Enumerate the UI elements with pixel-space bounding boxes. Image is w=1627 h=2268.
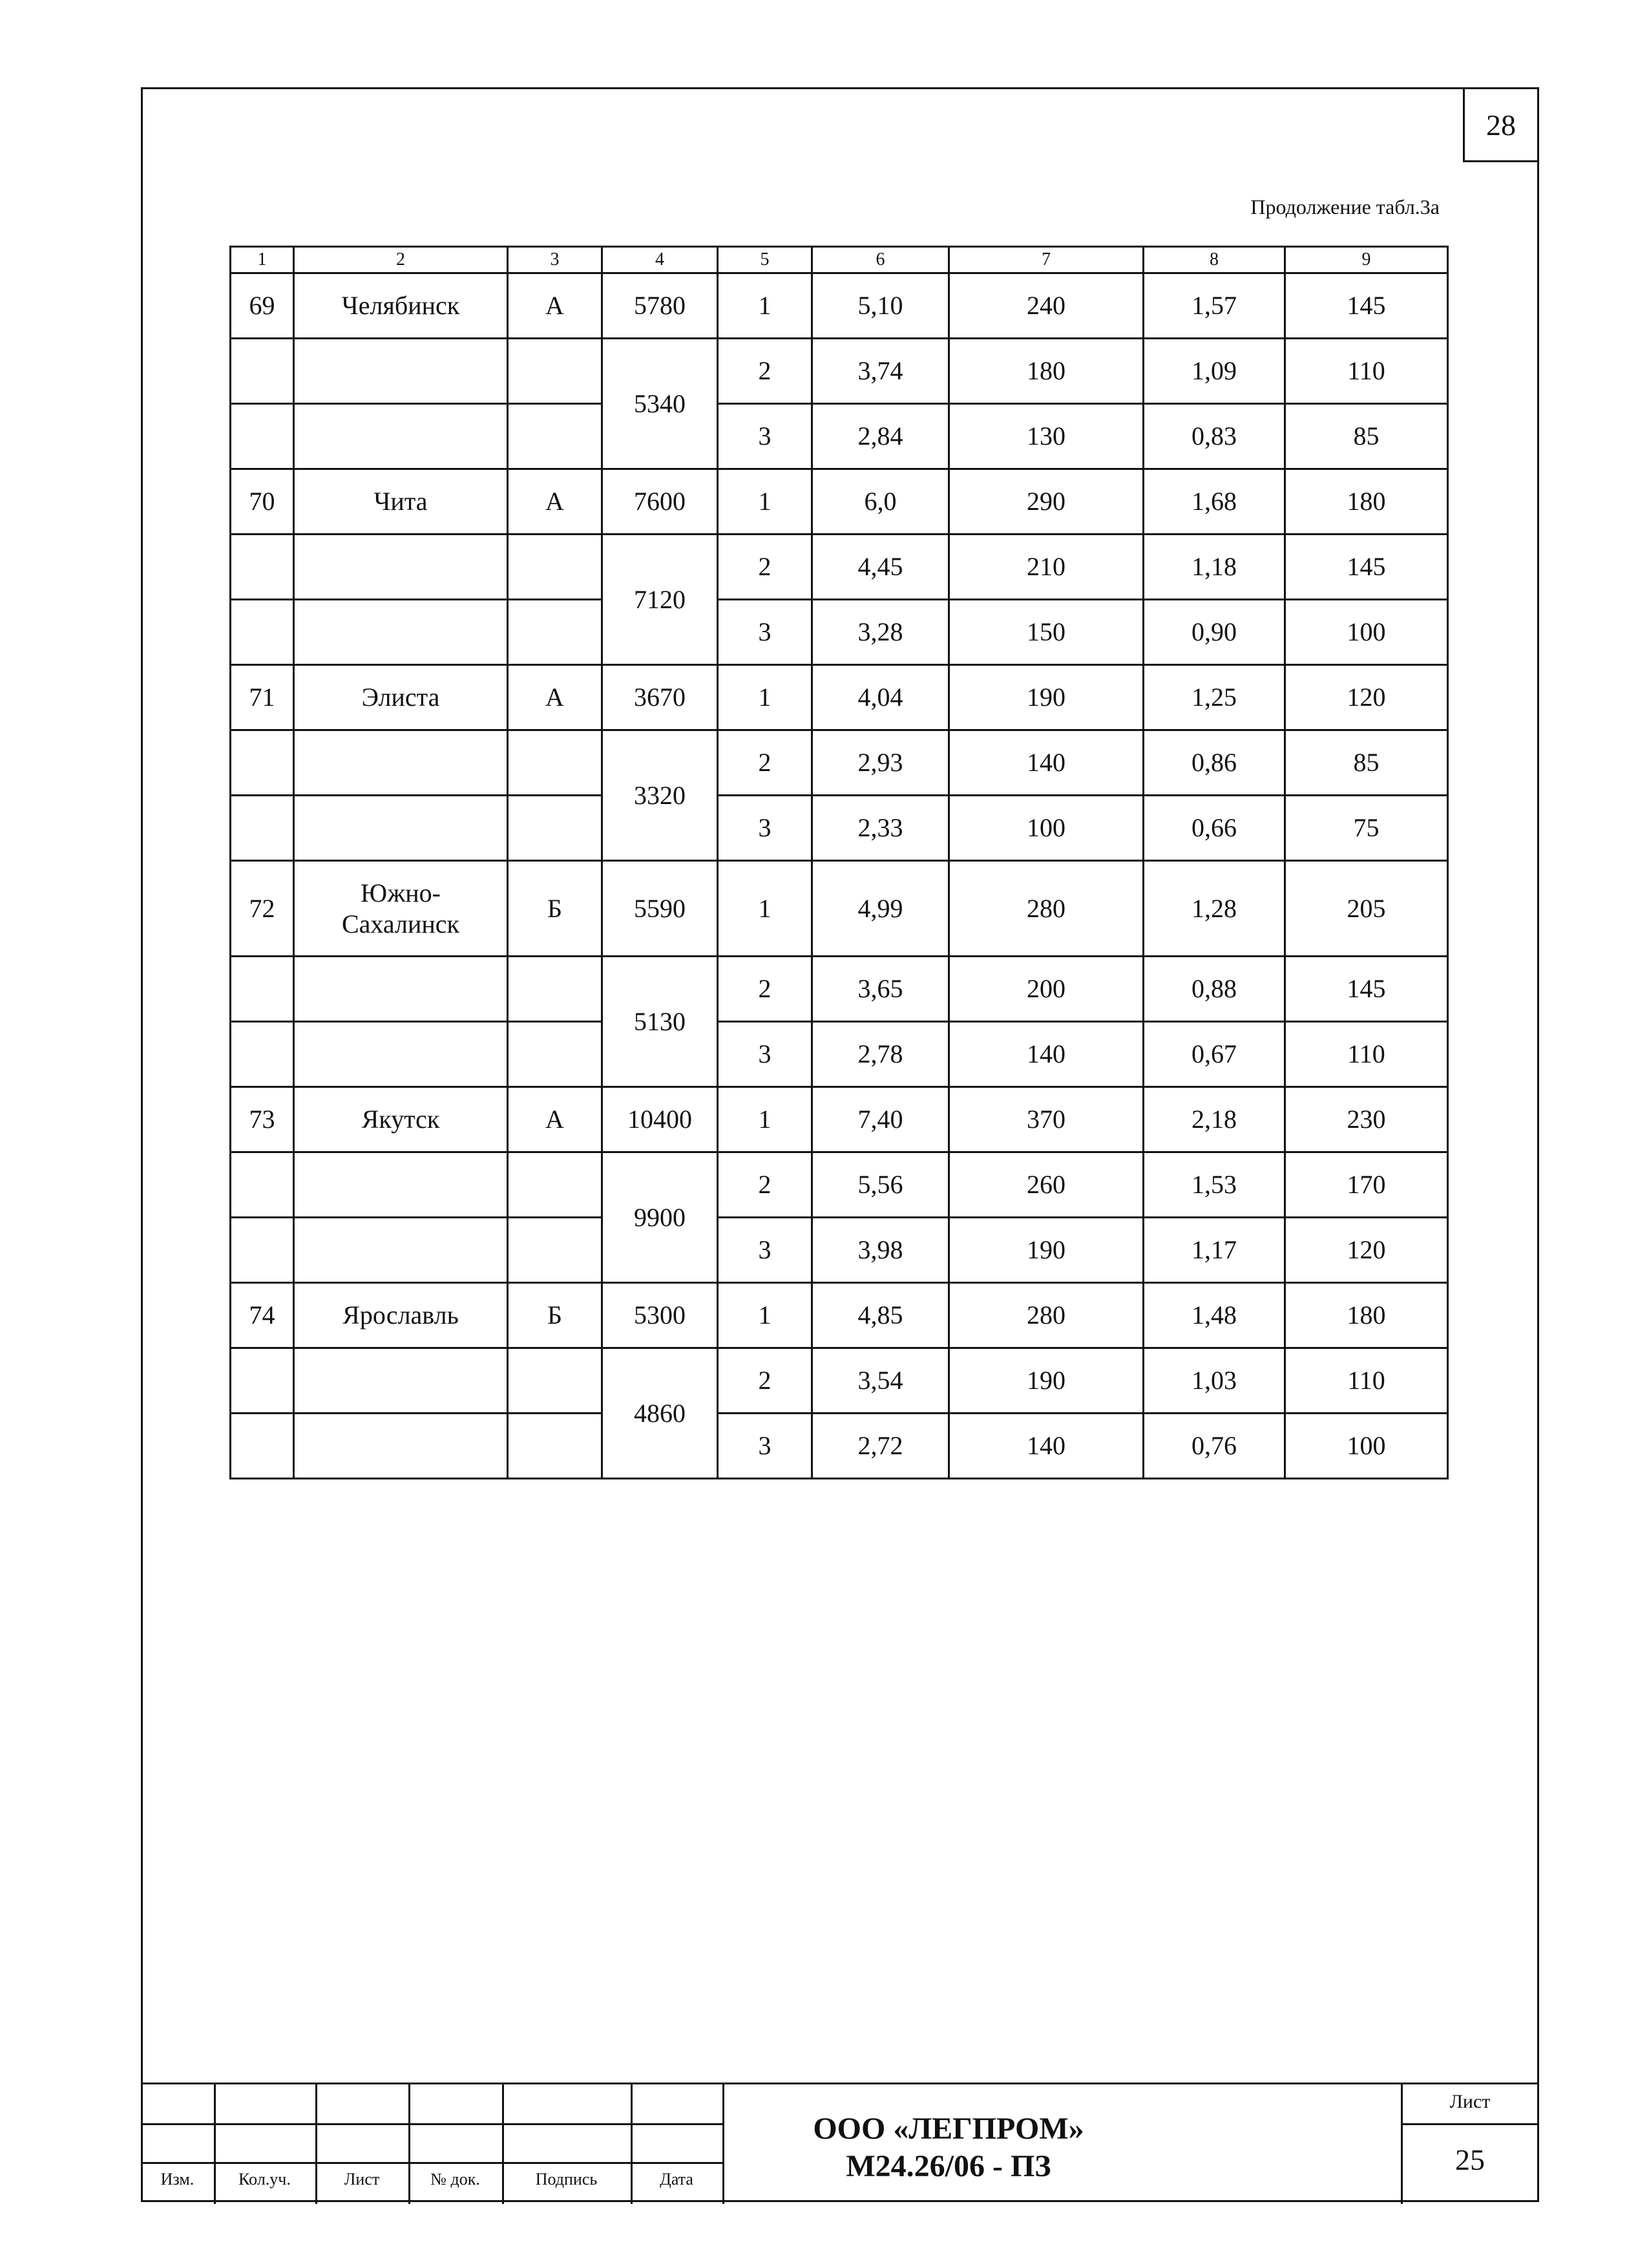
- data-cell: 1,68: [1144, 469, 1285, 535]
- table-row: [231, 404, 1448, 469]
- data-cell: 3,28: [812, 600, 949, 665]
- data-cell: 1,09: [1144, 339, 1285, 404]
- data-cell: 100: [949, 796, 1144, 861]
- header-cell: 2: [294, 247, 508, 273]
- data-cell: 2,33: [812, 796, 949, 861]
- table-row: [231, 1087, 1448, 1152]
- data-cell: 3: [718, 404, 812, 469]
- data-cell: 75: [1285, 796, 1448, 861]
- data-cell: 4,85: [812, 1283, 949, 1348]
- page-number: 28: [1463, 87, 1539, 162]
- city-name: Ярославль: [294, 1283, 508, 1348]
- data-cell: 150: [949, 600, 1144, 665]
- data-cell: 120: [1285, 1218, 1448, 1283]
- table-row: [231, 730, 1448, 796]
- city-name: Якутск: [294, 1087, 508, 1152]
- table-row: [231, 1414, 1448, 1479]
- row-number: 71: [231, 665, 294, 730]
- tb-label-kolvo: Кол.уч.: [238, 2170, 291, 2189]
- empty-cell: [294, 1022, 508, 1087]
- data-cell: 3,54: [812, 1348, 949, 1414]
- tb-label-podpis: Подпись: [535, 2170, 598, 2189]
- empty-cell: [231, 796, 294, 861]
- data-cell: 190: [949, 1348, 1144, 1414]
- data-cell: 0,86: [1144, 730, 1285, 796]
- data-table: [229, 246, 1449, 1479]
- empty-cell: [508, 339, 602, 404]
- data-cell: 85: [1285, 730, 1448, 796]
- data-cell: 145: [1285, 273, 1448, 339]
- empty-cell: [508, 796, 602, 861]
- data-cell: 1,03: [1144, 1348, 1285, 1414]
- empty-cell: [508, 1152, 602, 1218]
- data-cell: 1,28: [1144, 861, 1285, 957]
- data-cell: 260: [949, 1152, 1144, 1218]
- header-cell: 8: [1144, 247, 1285, 273]
- data-cell: 290: [949, 469, 1144, 535]
- header-cell: 4: [602, 247, 718, 273]
- data-cell: 0,83: [1144, 404, 1285, 469]
- data-cell: 2: [718, 730, 812, 796]
- empty-cell: [294, 600, 508, 665]
- data-cell: 2: [718, 339, 812, 404]
- empty-cell: [508, 1218, 602, 1283]
- data-cell: 2,72: [812, 1414, 949, 1479]
- header-cell: 5: [718, 247, 812, 273]
- data-cell: 1,25: [1144, 665, 1285, 730]
- data-cell: 1,17: [1144, 1218, 1285, 1283]
- row-number: 73: [231, 1087, 294, 1152]
- data-cell: 2: [718, 1348, 812, 1414]
- city-name: Челябинск: [294, 273, 508, 339]
- data-cell: 2: [718, 957, 812, 1022]
- data-cell: 140: [949, 1022, 1144, 1087]
- data-cell: 6,0: [812, 469, 949, 535]
- data-cell: 2: [718, 1152, 812, 1218]
- zone-cell: А: [508, 1087, 602, 1152]
- empty-cell: [294, 730, 508, 796]
- data-cell: 130: [949, 404, 1144, 469]
- empty-cell: [508, 404, 602, 469]
- data-cell: 110: [1285, 1022, 1448, 1087]
- value-cell: 4860: [602, 1348, 718, 1479]
- data-cell: 1: [718, 469, 812, 535]
- empty-cell: [231, 1152, 294, 1218]
- data-cell: 190: [949, 665, 1144, 730]
- tb-label-data: Дата: [660, 2170, 693, 2189]
- tb-label-list: Лист: [344, 2170, 380, 2189]
- table-row: [231, 1218, 1448, 1283]
- value-cell: 5300: [602, 1283, 718, 1348]
- value-cell: 7120: [602, 535, 718, 665]
- table-row: [231, 665, 1448, 730]
- empty-cell: [508, 1022, 602, 1087]
- data-cell: 145: [1285, 535, 1448, 600]
- continuation-label: Продолжение табл.3а: [1250, 195, 1440, 218]
- empty-cell: [231, 730, 294, 796]
- city-name: Южно- Сахалинск: [294, 861, 508, 957]
- empty-cell: [508, 600, 602, 665]
- data-cell: 1: [718, 861, 812, 957]
- header-cell: 1: [231, 247, 294, 273]
- empty-cell: [294, 1152, 508, 1218]
- data-cell: 210: [949, 535, 1144, 600]
- empty-cell: [294, 339, 508, 404]
- data-cell: 85: [1285, 404, 1448, 469]
- empty-cell: [294, 404, 508, 469]
- data-cell: 1,18: [1144, 535, 1285, 600]
- empty-cell: [231, 1348, 294, 1414]
- data-cell: 3,65: [812, 957, 949, 1022]
- value-cell: 7600: [602, 469, 718, 535]
- empty-cell: [294, 535, 508, 600]
- city-name: Элиста: [294, 665, 508, 730]
- empty-cell: [508, 1414, 602, 1479]
- data-cell: 0,66: [1144, 796, 1285, 861]
- empty-cell: [231, 1022, 294, 1087]
- data-cell: 3,98: [812, 1218, 949, 1283]
- data-cell: 170: [1285, 1152, 1448, 1218]
- zone-cell: Б: [508, 1283, 602, 1348]
- empty-cell: [294, 1414, 508, 1479]
- data-cell: 145: [1285, 957, 1448, 1022]
- empty-cell: [231, 957, 294, 1022]
- zone-cell: А: [508, 469, 602, 535]
- data-cell: 100: [1285, 1414, 1448, 1479]
- data-cell: 2,93: [812, 730, 949, 796]
- data-cell: 110: [1285, 1348, 1448, 1414]
- row-number: 69: [231, 273, 294, 339]
- empty-cell: [508, 957, 602, 1022]
- city-name: Чита: [294, 469, 508, 535]
- data-cell: 7,40: [812, 1087, 949, 1152]
- table-row: [231, 796, 1448, 861]
- data-cell: 3: [718, 1218, 812, 1283]
- data-cell: 240: [949, 273, 1144, 339]
- data-cell: 0,76: [1144, 1414, 1285, 1479]
- document-code: М24.26/06 - ПЗ: [846, 2148, 1051, 2183]
- data-cell: 370: [949, 1087, 1144, 1152]
- table-row: [231, 1348, 1448, 1414]
- data-cell: 3,74: [812, 339, 949, 404]
- data-cell: 1,48: [1144, 1283, 1285, 1348]
- empty-cell: [231, 1218, 294, 1283]
- data-cell: 190: [949, 1218, 1144, 1283]
- data-cell: 1: [718, 1087, 812, 1152]
- data-cell: 100: [1285, 600, 1448, 665]
- data-cell: 200: [949, 957, 1144, 1022]
- data-cell: 2: [718, 535, 812, 600]
- data-cell: 280: [949, 1283, 1144, 1348]
- sheet-label: Лист: [1449, 2091, 1491, 2112]
- value-cell: 10400: [602, 1087, 718, 1152]
- empty-cell: [508, 1348, 602, 1414]
- table-row: [231, 273, 1448, 339]
- sheet-number: 25: [1455, 2143, 1485, 2176]
- table-row: [231, 1152, 1448, 1218]
- header-row: [231, 247, 1448, 273]
- data-cell: 1: [718, 1283, 812, 1348]
- data-cell: 180: [1285, 1283, 1448, 1348]
- data-cell: 0,88: [1144, 957, 1285, 1022]
- value-cell: 5130: [602, 957, 718, 1087]
- data-cell: 3: [718, 796, 812, 861]
- empty-cell: [231, 600, 294, 665]
- data-cell: 4,45: [812, 535, 949, 600]
- value-cell: 3320: [602, 730, 718, 861]
- empty-cell: [508, 730, 602, 796]
- data-cell: 1: [718, 273, 812, 339]
- data-cell: 280: [949, 861, 1144, 957]
- data-cell: 3: [718, 600, 812, 665]
- value-cell: 5590: [602, 861, 718, 957]
- data-cell: 1,53: [1144, 1152, 1285, 1218]
- tb-label-ndok: № док.: [430, 2170, 480, 2189]
- table-row: [231, 861, 1448, 957]
- empty-cell: [231, 1414, 294, 1479]
- data-cell: 140: [949, 730, 1144, 796]
- table-row: [231, 1283, 1448, 1348]
- data-cell: 1: [718, 665, 812, 730]
- header-cell: 9: [1285, 247, 1448, 273]
- table-row: [231, 600, 1448, 665]
- data-cell: 140: [949, 1414, 1144, 1479]
- data-cell: 1,57: [1144, 273, 1285, 339]
- zone-cell: Б: [508, 861, 602, 957]
- data-cell: 230: [1285, 1087, 1448, 1152]
- table-row: [231, 1022, 1448, 1087]
- empty-cell: [294, 796, 508, 861]
- empty-cell: [231, 404, 294, 469]
- data-cell: 2,18: [1144, 1087, 1285, 1152]
- row-number: 72: [231, 861, 294, 957]
- data-cell: 2,78: [812, 1022, 949, 1087]
- empty-cell: [294, 1348, 508, 1414]
- organization-name: ООО «ЛЕГПРОМ»: [813, 2112, 1084, 2146]
- data-cell: 120: [1285, 665, 1448, 730]
- row-number: 74: [231, 1283, 294, 1348]
- empty-cell: [294, 957, 508, 1022]
- table-row: [231, 535, 1448, 600]
- data-cell: 110: [1285, 339, 1448, 404]
- tb-label-izm: Изм.: [160, 2170, 194, 2189]
- zone-cell: А: [508, 665, 602, 730]
- title-block: [141, 2083, 1539, 2204]
- data-cell: 180: [949, 339, 1144, 404]
- row-number: 70: [231, 469, 294, 535]
- table-row: [231, 957, 1448, 1022]
- value-cell: 9900: [602, 1152, 718, 1283]
- data-cell: 180: [1285, 469, 1448, 535]
- value-cell: 5340: [602, 339, 718, 469]
- header-cell: 6: [812, 247, 949, 273]
- data-cell: 5,56: [812, 1152, 949, 1218]
- data-cell: 4,99: [812, 861, 949, 957]
- empty-cell: [508, 535, 602, 600]
- header-cell: 7: [949, 247, 1144, 273]
- value-cell: 3670: [602, 665, 718, 730]
- organization-block: [722, 2110, 1175, 2185]
- data-cell: 0,67: [1144, 1022, 1285, 1087]
- table-row: [231, 469, 1448, 535]
- data-cell: 5,10: [812, 273, 949, 339]
- data-cell: 4,04: [812, 665, 949, 730]
- zone-cell: А: [508, 273, 602, 339]
- data-cell: 3: [718, 1022, 812, 1087]
- value-cell: 5780: [602, 273, 718, 339]
- header-cell: 3: [508, 247, 602, 273]
- data-cell: 0,90: [1144, 600, 1285, 665]
- data-cell: 205: [1285, 861, 1448, 957]
- empty-cell: [231, 339, 294, 404]
- data-cell: 2,84: [812, 404, 949, 469]
- empty-cell: [294, 1218, 508, 1283]
- data-cell: 3: [718, 1414, 812, 1479]
- table-row: [231, 339, 1448, 404]
- empty-cell: [231, 535, 294, 600]
